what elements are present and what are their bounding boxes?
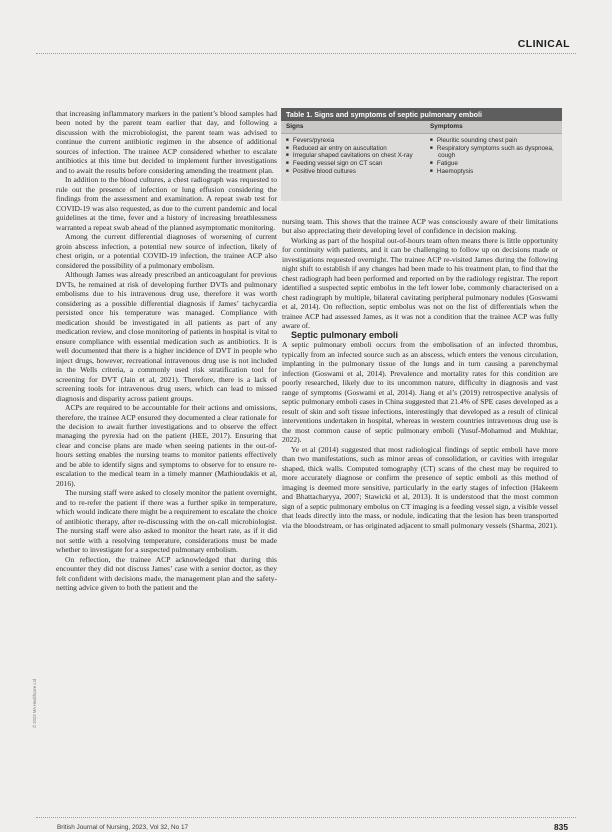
column-header-signs: Signs [286, 123, 304, 130]
paragraph: ACPs are required to be accountable for their actions and omissions, therefore, the trainee ACP ensured they documented a clear rationale for the decision to await further investigations and to observe the effect managing the pyrexia had on the patient (HEE, 2017). Ensuring that clear and concise plans are made when seeing patients in the out-of-hours setting enables the nursing teams to monitor patients effectively and be able to identify signs and symptoms to observe for to ensure re-escalation to the medical team in a timely manner (Mathioudakis et al, 2016). [56, 403, 277, 488]
section-label: CLINICAL [517, 38, 570, 50]
list-item: ■ Reduced air entry on auscultation [286, 145, 426, 153]
list-item: ■ Haemoptysis [430, 168, 560, 176]
table-title: Table 1. Signs and symptoms of septic pulmonary emboli [281, 108, 562, 121]
left-column [56, 109, 277, 593]
paragraph: Although James was already prescribed an anticoagulant for previous DVTs, he remained at risk of developing further DVTs and pulmonary embolisms due to his intravenous drug use, therefore it was worth considering as a possible differential diagnosis if James’ tachycardia persisted once his temperature was managed. Compliance with medication should be investigated in all patients as part of any medication review, and close monitoring of patients in hospital is vital to ensure compliance with essential medication such as antibiotics. It is well documented that there is a higher incidence of DVT in people who inject drugs, however, recreational intravenous drug use is not included in the Wells criteria, a commonly used risk stratification tool for screening for DVT (Jain et al, 2021). Therefore, there is a lack of screening tools for intravenous drug users, which can lead to missed diagnosis and disparity across patient groups. [56, 270, 277, 403]
paragraph: nursing team. This shows that the trainee ACP was consciously aware of their limitations but also appreciating their developing level of confidence in decision making. [282, 217, 558, 236]
paragraph: Among the current differential diagnoses of worsening of current groin abscess infection, a potential new source of infection, likely of chest origin, or a potential COVID-19 infection, the trainee ACP also considered the possibility of a pulmonary embolism. [56, 232, 277, 270]
paragraph: A septic pulmonary emboli occurs from the embolisation of an infected thrombus, typically from an infected source such as an abscess, which enters the venous circulation, implanting in the pulmonary tissue of the lungs and in turn causing a parenchymal infection (Goswami et al, 2014). Prevalence and mortality rates for this condition are poorly researched, likely due to its uncommon nature, difficulty in diagnosis and vast range of symptoms (Goswami et al, 2014). Jiang et al’s (2019) retrospective analysis of septic pulmonary emboli cases in China suggested that 21.4% of SPE cases developed as a result of skin and soft tissue infections, interestingly that developed as a result of clinical interventions undertaken in hospital, whereas in western countries intravenous drug use is the most common cause of septic pulmonary emboli (Yusuf-Mohamud and Mukhtar, 2022). [282, 340, 558, 445]
copyright-notice: © 2023 MA Healthcare Ltd [32, 678, 37, 728]
list-item: ■ Positive blood cultures [286, 168, 426, 176]
list-item: ■ Fatigue [430, 160, 560, 168]
list-item: ■ Irregular shaped cavitations on chest X-ray [286, 152, 426, 160]
paragraph: that increasing inflammatory markers in the patient’s blood samples had been noted by the parent team earlier that day, and following a discussion with the microbiologist, the parent team was advised to continue the current antibiotic regimen in the absence of additional sources of infection. The trainee ACP considered whether to escalate antibiotics at this time but decided to implement further investigations and to await the results before considering amending the treatment plan. [56, 109, 277, 175]
list-item: ■ Feeding vessel sign on CT scan [286, 160, 426, 168]
paragraph: Ye et al (2014) suggested that most radiological findings of septic emboli have more than two manifestations, such as minor areas of consolidation, or cavities with irregular shaped, thick walls. Computed tomography (CT) scans of the chest may be required to more accurately diagnose or confirm the presence of septic emboli as this method of imaging is deemed more sensitive, particularly in the early stages of infection (Hakeem and Bhattacharyya, 2007; Stawicki et al, 2013). It is understood that the most common sign of a septic pulmonary embolus on CT imaging is a feeding vessel sign, a visible vessel that leads directly into the mass, or nodule, indicating that the lesion has been transported via the bloodstream, or has originated adjacent to small pulmonary vessels (Sharma, 2021). [282, 444, 558, 530]
paragraph: In addition to the blood cultures, a chest radiograph was requested to rule out the presence of infection or lung effusion considering the findings from the assessment and examination. A repeat swab test for COVID-19 was also requested, as due to the current pandemic and local guidelines at the time, fever and a history of increasing breathlessness warranted a repeat swab ahead of the planned asymptomatic monitoring. [56, 175, 277, 232]
list-item: ■ Fevers/pyrexia [286, 137, 426, 145]
section-heading: Septic pulmonary emboli [291, 329, 399, 340]
list-item: ■ Pleuritic sounding chest pain [430, 137, 560, 145]
header-divider [36, 53, 576, 54]
symptoms-list [426, 137, 560, 176]
column-header-symptoms: Symptoms [430, 123, 463, 130]
signs-list [281, 137, 426, 176]
paragraph: On reflection, the trainee ACP acknowledged that during this encounter they did not discuss James’ case with a senior doctor, as they felt confident with decisions made, the management plan and the safety-netting advice given to both the patient and the [56, 554, 277, 593]
table-header-row [281, 121, 562, 134]
footer-divider [36, 817, 576, 818]
right-column [282, 217, 558, 530]
paragraph: The nursing staff were asked to closely monitor the patient overnight, and to re-refer the patient if there was a further spike in temperature, which would indicate there might be a requirement to escalate the choice of antibiotic therapy, after re-discussing with the on-call microbiologist. The nursing staff were also asked to monitor the heart rate, as if it did not settle with a resolving temperature, considerations must be made whether to investigate for a suspected pulmonary embolism. [56, 488, 277, 555]
paragraph: Working as part of the hospital out-of-hours team often means there is little opportunity for continuity with patients, and it can be challenging to follow up on decisions made or investigations requested overnight. The trainee ACP re-visited James during the following night shift to establish if any changes had been made to his treatment plan, to find that the chest radiograph had been performed and reported on by the radiology registrar. The report identified a suspected septic embolus in the left lower lobe, commonly characterised on a chest radiograph by multiple, bilateral cavitating peripheral pulmonary nodules (Goswami et al, 2014). On reflection, septic embolus was not on the list of differentials when the trainee ACP had assessed James, as it was not a condition that the trainee ACP was fully aware of. [282, 235, 558, 331]
list-item: ■ Respiratory symptoms such as dyspnoea, cough [430, 145, 560, 160]
table-body [281, 134, 562, 176]
page-number: 835 [554, 822, 568, 832]
signs-symptoms-table [281, 108, 562, 201]
journal-citation: British Journal of Nursing, 2023, Vol 32, No 17 [57, 824, 189, 831]
